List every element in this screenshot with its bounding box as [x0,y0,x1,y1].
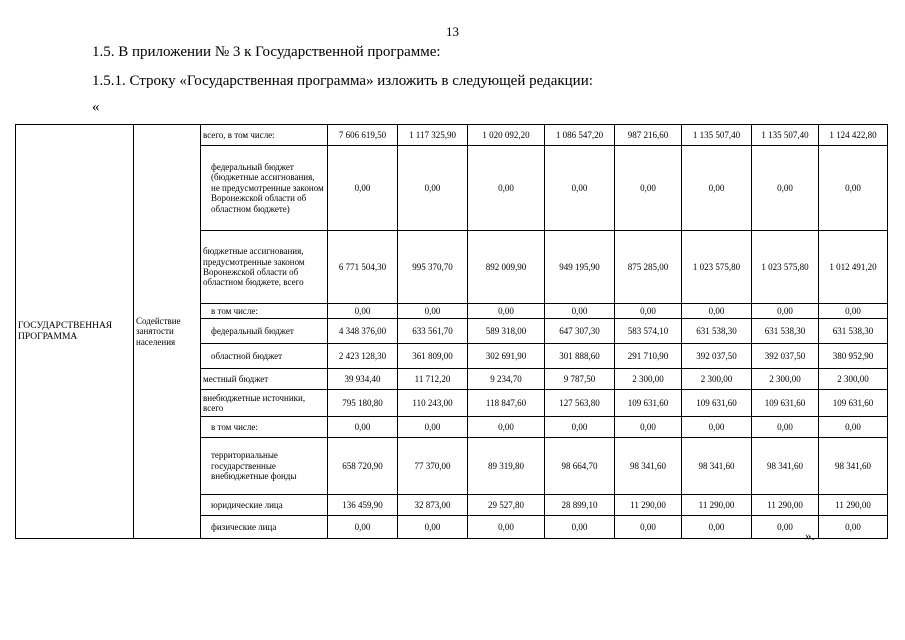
value-cell: 949 195,90 [545,231,615,304]
value-cell: 1 023 575,80 [682,231,752,304]
value-cell: 0,00 [752,146,819,231]
value-cell: 98 341,60 [819,438,888,495]
value-cell: 136 459,90 [328,495,398,516]
value-cell: 892 009,90 [468,231,545,304]
value-cell: 0,00 [819,417,888,438]
value-cell: 589 318,00 [468,319,545,344]
page-number: 13 [446,24,459,39]
value-cell: 0,00 [545,304,615,319]
value-cell: 39 934,40 [328,369,398,390]
value-cell: 647 307,30 [545,319,615,344]
value-cell: 98 341,60 [615,438,682,495]
value-cell: 0,00 [615,304,682,319]
source-label: федеральный бюджет [201,319,328,344]
value-cell: 361 809,00 [398,344,468,369]
source-label: всего, в том числе: [201,125,328,146]
value-cell: 1 086 547,20 [545,125,615,146]
value-cell: 118 847,60 [468,390,545,417]
value-cell: 110 243,00 [398,390,468,417]
value-cell: 11 290,00 [615,495,682,516]
value-cell: 109 631,60 [615,390,682,417]
source-label: федеральный бюджет (бюджетные ассигнования, не предусмотренные законом Воронежской области об областном бюджете) [201,146,328,231]
value-cell: 302 691,90 [468,344,545,369]
budget-table [15,124,888,539]
value-cell: 392 037,50 [682,344,752,369]
section-heading: 1.5. В приложении № 3 к Государственной программе: [92,44,441,60]
value-cell: 9 787,50 [545,369,615,390]
value-cell: 0,00 [682,304,752,319]
value-cell: 0,00 [398,146,468,231]
value-cell: 631 538,30 [682,319,752,344]
value-cell: 0,00 [682,516,752,539]
value-cell: 0,00 [468,146,545,231]
value-cell: 0,00 [545,516,615,539]
value-cell: 633 561,70 [398,319,468,344]
value-cell: 11 290,00 [682,495,752,516]
value-cell: 109 631,60 [819,390,888,417]
value-cell: 98 341,60 [682,438,752,495]
value-cell: 2 300,00 [682,369,752,390]
value-cell: 11 712,20 [398,369,468,390]
value-cell: 1 023 575,80 [752,231,819,304]
value-cell: 583 574,10 [615,319,682,344]
value-cell: 0,00 [819,516,888,539]
value-cell: 0,00 [398,417,468,438]
value-cell: 0,00 [615,516,682,539]
value-cell: 98 341,60 [752,438,819,495]
value-cell: 127 563,80 [545,390,615,417]
event-cell: Содействие занятости населения [134,125,201,539]
value-cell: 1 117 325,90 [398,125,468,146]
value-cell: 2 300,00 [615,369,682,390]
value-cell: 875 285,00 [615,231,682,304]
value-cell: 6 771 504,30 [328,231,398,304]
value-cell: 658 720,90 [328,438,398,495]
value-cell: 11 290,00 [752,495,819,516]
value-cell: 380 952,90 [819,344,888,369]
value-cell: 98 664,70 [545,438,615,495]
value-cell: 7 606 619,50 [328,125,398,146]
value-cell: 9 234,70 [468,369,545,390]
value-cell: 0,00 [468,516,545,539]
value-cell: 0,00 [682,417,752,438]
value-cell: 795 180,80 [328,390,398,417]
source-label: в том числе: [201,417,328,438]
value-cell: 29 527,80 [468,495,545,516]
value-cell: 4 348 376,00 [328,319,398,344]
table-row [16,125,888,146]
value-cell: 0,00 [468,304,545,319]
value-cell: 0,00 [545,146,615,231]
value-cell: 0,00 [328,146,398,231]
value-cell: 0,00 [819,304,888,319]
value-cell: 392 037,50 [752,344,819,369]
value-cell: 0,00 [819,146,888,231]
value-cell: 0,00 [752,516,819,539]
value-cell: 0,00 [682,146,752,231]
value-cell: 631 538,30 [752,319,819,344]
value-cell: 109 631,60 [752,390,819,417]
value-cell: 2 423 128,30 [328,344,398,369]
source-label: внебюджетные источники, всего [201,390,328,417]
source-label: территориальные государственные внебюджетные фонды [201,438,328,495]
value-cell: 0,00 [615,417,682,438]
value-cell: 1 012 491,20 [819,231,888,304]
program-cell: ГОСУДАРСТВЕННАЯ ПРОГРАММА [16,125,134,539]
value-cell: 0,00 [328,304,398,319]
closing-quote: ». [805,528,815,543]
value-cell: 0,00 [398,516,468,539]
value-cell: 2 300,00 [819,369,888,390]
source-label: физические лица [201,516,328,539]
subsection-heading: 1.5.1. Строку «Государственная программа» изложить в следующей редакции: [92,73,593,89]
value-cell: 291 710,90 [615,344,682,369]
value-cell: 1 020 092,20 [468,125,545,146]
value-cell: 1 135 507,40 [682,125,752,146]
source-label: в том числе: [201,304,328,319]
source-label: юридические лица [201,495,328,516]
opening-quote: « [92,99,100,115]
value-cell: 0,00 [615,146,682,231]
value-cell: 995 370,70 [398,231,468,304]
value-cell: 0,00 [545,417,615,438]
value-cell: 28 899,10 [545,495,615,516]
source-label: областной бюджет [201,344,328,369]
value-cell: 1 124 422,80 [819,125,888,146]
value-cell: 32 873,00 [398,495,468,516]
value-cell: 0,00 [328,417,398,438]
value-cell: 987 216,60 [615,125,682,146]
value-cell: 1 135 507,40 [752,125,819,146]
value-cell: 77 370,00 [398,438,468,495]
value-cell: 109 631,60 [682,390,752,417]
value-cell: 2 300,00 [752,369,819,390]
value-cell: 0,00 [328,516,398,539]
value-cell: 0,00 [468,417,545,438]
value-cell: 0,00 [752,417,819,438]
value-cell: 631 538,30 [819,319,888,344]
value-cell: 0,00 [398,304,468,319]
value-cell: 11 290,00 [819,495,888,516]
value-cell: 0,00 [752,304,819,319]
value-cell: 301 888,60 [545,344,615,369]
value-cell: 89 319,80 [468,438,545,495]
source-label: бюджетные ассигнования, предусмотренные законом Воронежской области об областном бюджете, всего [201,231,328,304]
source-label: местный бюджет [201,369,328,390]
